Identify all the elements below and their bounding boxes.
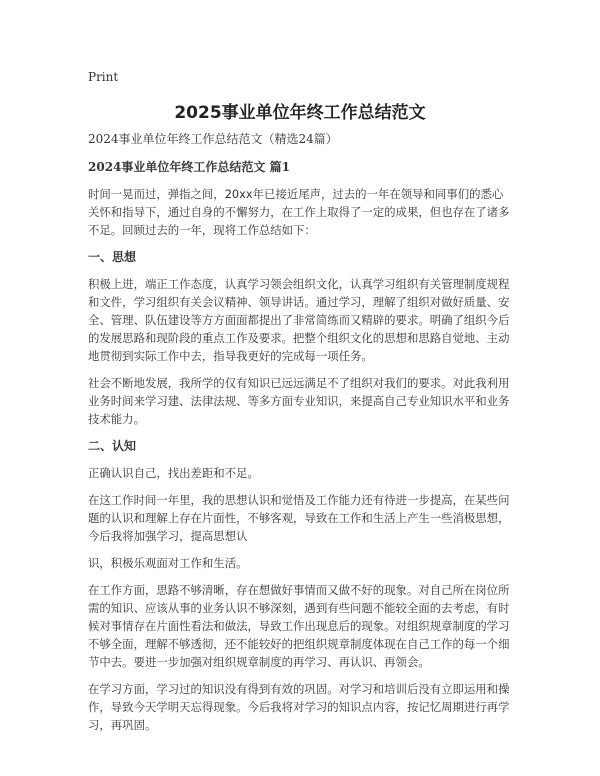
paragraph: 时间一晃而过，弹指之间，20xx年已接近尾声，过去的一年在领导和同事们的悉心关怀和指导下，通过自身的不懈努力，在工作上取得了一定的成果，但也存在了诸多不足。回顾过去的一年，现将工作总结如下：: [88, 187, 510, 237]
paragraph: 在工作方面，思路不够清晰，存在想做好事情而又做不好的现象。对自己所在岗位所需的知识、应该从事的业务认识不够深刻，遇到有些问题不能较全面的去考虑，有时候对事情存在片面性看法和做法，导致工作出现息后的现象。对组织规章制度的学习不够全面，理解不够透彻，还不能较好的把组织规章制度体现在自己工作的每一个细节中去。要进一步加强对组织规章制度的再学习、再认识、再领会。: [88, 583, 510, 669]
paragraph: 社会不断地发展，我所学的仅有知识已远远满足不了组织对我们的要求。对此我利用业务时间来学习建、法律法规、等多方面专业知识，来提高自己专业知识水平和业务技术能力。: [88, 376, 510, 426]
section-subheading: 二、认知: [88, 439, 137, 453]
body-blocks: [88, 185, 512, 734]
paragraph: 在这工作时间一年里，我的思想认识和觉悟及工作能力还有待进一步提高，在某些问题的认识和理解上存在片面性，不够客观，导致在工作和生活上产生一些消极思想，今后我将加强学习，提高思想认: [88, 493, 510, 543]
paragraph: 在学习方面，学习过的知识没有得到有效的巩固。对学习和培训后没有立即运用和操作，导致今天学明天忘得现象。今后我将对学习的知识点内容，按记忆周期进行再学习，再巩固。: [88, 682, 510, 732]
paragraph: 识，积极乐观面对工作和生活。: [88, 556, 248, 570]
section-heading: 2024事业单位年终工作总结范文 篇1: [88, 160, 290, 174]
document-title: 2025事业单位年终工作总结范文: [174, 103, 426, 123]
section-subheading: 一、思想: [88, 250, 137, 264]
paragraph: 正确认识自己，找出差距和不足。: [88, 466, 259, 480]
print-label: Print: [88, 70, 119, 84]
document-subtitle: 2024事业单位年终工作总结范文（精选24篇）: [88, 132, 338, 146]
document-content: [88, 130, 512, 743]
paragraph: 积极上进，端正工作态度，认真学习领会组织文化，认真学习组织有关管理制度规程和文件，学习组织有关会议精神、领导讲话。通过学习，理解了组织对做好质量、安全、管理、队伍建设等方方面面都提出了非常简练而又精辟的要求。明确了组织今后的发展思路和现阶段的重点工作及要求。把整个组织文化的思想和思路自觉地、主动地贯彻到实际工作中去，指导我更好的完成每一项任务。: [88, 277, 510, 363]
